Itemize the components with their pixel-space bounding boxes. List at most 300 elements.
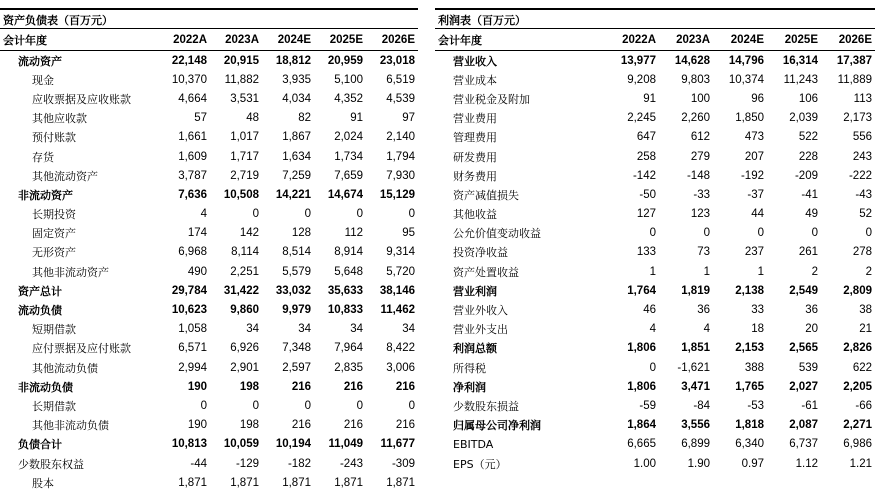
row-value: 2,153 [735, 342, 764, 355]
row-value: 6,340 [735, 438, 764, 451]
row-value: 7,930 [386, 169, 415, 182]
row-value: 1.12 [795, 457, 818, 470]
row-value: 2,245 [627, 112, 656, 125]
row-value: 2,140 [386, 131, 415, 144]
table-row [0, 128, 418, 147]
row-value: 36 [805, 304, 818, 317]
row-label: EBITDA [453, 437, 494, 451]
row-value: 112 [344, 227, 363, 240]
table-row [435, 339, 875, 358]
row-label: 营业成本 [453, 73, 497, 87]
row-label: 长期借款 [32, 399, 76, 413]
row-value: 82 [298, 112, 311, 125]
row-value: 0 [252, 208, 259, 221]
column-header-year: 2026E [821, 29, 875, 51]
row-value: 0 [811, 227, 818, 240]
row-label: 短期借款 [32, 323, 76, 337]
table-row [0, 454, 418, 473]
row-value: 10,194 [275, 438, 311, 451]
row-value: 2,173 [843, 112, 872, 125]
row-value: -61 [801, 399, 818, 412]
row-value: 2,597 [282, 361, 311, 374]
row-value: 3,787 [178, 169, 207, 182]
row-value: 44 [751, 208, 764, 221]
row-value: 216 [291, 380, 311, 393]
row-value: 2,205 [843, 380, 872, 393]
balance-sheet-body [0, 51, 418, 493]
row-value: 5,720 [386, 265, 415, 278]
row-value: 2,251 [230, 265, 259, 278]
table-row [435, 416, 875, 435]
row-value: -209 [794, 169, 818, 182]
row-label: 财务费用 [453, 169, 497, 183]
table-row [0, 377, 418, 396]
table-row [0, 396, 418, 415]
row-value: 3,556 [681, 419, 710, 432]
row-value: 5,100 [334, 73, 363, 86]
row-value: 4 [200, 208, 207, 221]
row-value: 258 [636, 150, 656, 163]
row-value: 10,370 [171, 73, 207, 86]
row-value: 7,636 [178, 188, 207, 201]
row-value: 11,243 [783, 73, 818, 86]
table-row [0, 435, 418, 454]
row-value: 14,628 [674, 54, 710, 67]
row-value: 15,129 [379, 188, 415, 201]
row-value: -222 [848, 169, 872, 182]
row-value: 31,422 [223, 284, 259, 297]
row-value: 522 [798, 131, 818, 144]
row-value: 0 [649, 227, 656, 240]
row-value: 46 [643, 304, 656, 317]
income-statement-title: 利润表（百万元） [435, 8, 875, 29]
row-value: 14,674 [327, 188, 363, 201]
row-value: 1,851 [681, 342, 710, 355]
row-value: 2,565 [789, 342, 818, 355]
table-row [435, 147, 875, 166]
row-label: 流动资产 [18, 54, 62, 68]
row-label: 应收票据及应收账款 [32, 92, 131, 106]
row-value: 1,871 [386, 476, 415, 489]
row-value: 1,806 [627, 342, 656, 355]
row-value: 34 [350, 323, 363, 336]
row-value: 4,352 [334, 92, 363, 105]
row-value: 16,314 [782, 54, 818, 67]
row-value: 38,146 [379, 284, 415, 297]
row-value: 1,661 [178, 131, 207, 144]
row-value: 23,018 [379, 54, 415, 67]
row-value: -192 [740, 169, 764, 182]
row-value: 2,835 [334, 361, 363, 374]
table-row [435, 300, 875, 319]
row-value: 8,422 [386, 342, 415, 355]
row-label: 营业利润 [453, 284, 497, 298]
row-value: 1,871 [178, 476, 207, 489]
row-value: 1,864 [627, 419, 656, 432]
income-statement-table [435, 29, 875, 473]
row-value: 190 [187, 380, 207, 393]
table-header-row [0, 29, 418, 51]
table-header-row [435, 29, 875, 51]
row-value: 17,387 [836, 54, 872, 67]
table-row [0, 339, 418, 358]
row-value: 11,882 [224, 73, 259, 86]
row-value: 0 [865, 227, 872, 240]
row-value: 4,539 [386, 92, 415, 105]
row-value: 2,901 [230, 361, 259, 374]
table-row [435, 205, 875, 224]
row-value: 539 [798, 361, 818, 374]
row-value: -148 [686, 169, 710, 182]
table-row [0, 166, 418, 185]
row-value: 216 [343, 380, 363, 393]
row-value: 96 [751, 92, 764, 105]
row-value: 14,796 [728, 54, 764, 67]
row-value: 1,867 [282, 131, 311, 144]
row-label: 其他非流动资产 [32, 265, 109, 279]
row-label: 利润总额 [453, 342, 497, 356]
row-value: 10,833 [327, 304, 363, 317]
row-value: 0 [200, 399, 207, 412]
table-row [435, 70, 875, 89]
column-header-year: 2023A [659, 29, 713, 51]
row-value: 556 [852, 131, 872, 144]
table-row [435, 435, 875, 454]
row-label: 其他流动负债 [32, 361, 98, 375]
row-value: 128 [291, 227, 311, 240]
column-header-year: 2024E [713, 29, 767, 51]
row-value: 9,803 [681, 73, 710, 86]
row-value: 14,221 [275, 188, 311, 201]
row-value: 3,531 [230, 92, 259, 105]
table-row [0, 243, 418, 262]
table-row [0, 416, 418, 435]
row-value: 1,764 [627, 284, 656, 297]
column-header-year: 2024E [262, 29, 314, 51]
row-value: 0 [408, 208, 415, 221]
row-label: 现金 [32, 73, 54, 87]
row-value: 1,871 [334, 476, 363, 489]
row-label: 管理费用 [453, 131, 497, 145]
row-value: 9,314 [386, 246, 415, 259]
row-value: 22,148 [171, 54, 207, 67]
table-row [0, 89, 418, 108]
row-value: 0 [356, 208, 363, 221]
row-value: 1,819 [681, 284, 710, 297]
table-row [0, 70, 418, 89]
table-row [0, 473, 418, 492]
row-value: 174 [187, 227, 207, 240]
row-value: 1.90 [687, 457, 710, 470]
row-label: 流动负债 [18, 304, 62, 318]
row-value: 1,765 [735, 380, 764, 393]
column-header-year: 2022A [605, 29, 659, 51]
row-value: 133 [636, 246, 656, 259]
row-label: 长期投资 [32, 208, 76, 222]
row-value: 18,812 [275, 54, 311, 67]
row-value: 18 [751, 323, 764, 336]
row-value: 216 [343, 419, 363, 432]
table-row [435, 396, 875, 415]
table-row [0, 109, 418, 128]
row-value: 97 [402, 112, 415, 125]
table-row [0, 51, 418, 71]
row-value: 1 [757, 265, 764, 278]
row-value: 34 [298, 323, 311, 336]
row-value: 113 [853, 92, 872, 105]
row-value: 142 [239, 227, 259, 240]
column-header-year: 2026E [366, 29, 418, 51]
row-value: 388 [744, 361, 764, 374]
row-value: 228 [798, 150, 818, 163]
row-value: 1,818 [735, 419, 764, 432]
row-value: 5,648 [334, 265, 363, 278]
row-value: 0 [703, 227, 710, 240]
row-value: 0 [252, 399, 259, 412]
row-value: 1,794 [386, 150, 415, 163]
row-value: 612 [690, 131, 710, 144]
table-row [0, 147, 418, 166]
row-value: -44 [190, 457, 207, 470]
row-value: -142 [632, 169, 656, 182]
row-value: 7,259 [282, 169, 311, 182]
column-header-label: 会计年度 [435, 29, 605, 51]
table-row [435, 128, 875, 147]
table-row [0, 224, 418, 243]
row-value: 10,623 [171, 304, 207, 317]
income-statement-panel [435, 0, 875, 473]
row-value: 261 [798, 246, 818, 259]
row-value: 207 [744, 150, 764, 163]
row-value: 2,024 [334, 131, 363, 144]
row-label: 固定资产 [32, 227, 76, 241]
row-label: 其他非流动负债 [32, 419, 109, 433]
row-label: 存货 [32, 150, 54, 164]
row-value: -243 [339, 457, 363, 470]
row-value: 100 [690, 92, 710, 105]
row-value: 3,935 [282, 73, 311, 86]
row-value: 2,027 [789, 380, 818, 393]
row-label: 归属母公司净利润 [453, 419, 541, 433]
table-row [435, 109, 875, 128]
row-label: 股本 [32, 476, 54, 490]
row-value: -37 [747, 188, 764, 201]
row-value: -43 [855, 188, 872, 201]
table-row [435, 262, 875, 281]
row-value: 20,959 [327, 54, 363, 67]
row-value: 490 [187, 265, 207, 278]
row-value: 3,006 [386, 361, 415, 374]
column-header-year: 2025E [314, 29, 366, 51]
row-value: 11,049 [328, 438, 363, 451]
row-value: 0 [304, 208, 311, 221]
row-label: 营业收入 [453, 54, 497, 68]
table-row [435, 166, 875, 185]
row-value: 20 [805, 323, 818, 336]
row-value: 9,860 [230, 304, 259, 317]
row-value: 216 [291, 419, 311, 432]
row-value: 6,986 [843, 438, 872, 451]
row-value: 7,964 [334, 342, 363, 355]
row-label: 非流动资产 [18, 188, 73, 202]
row-value: 34 [402, 323, 415, 336]
row-label: 应付票据及应付账款 [32, 342, 131, 356]
row-value: 2,039 [789, 112, 818, 125]
row-value: 10,059 [223, 438, 259, 451]
row-value: 2,087 [789, 419, 818, 432]
row-value: 2,138 [735, 284, 764, 297]
row-value: 6,571 [178, 342, 207, 355]
row-label: 少数股东损益 [453, 399, 519, 413]
table-row [0, 205, 418, 224]
row-value: 8,114 [231, 246, 259, 259]
row-value: 2 [811, 265, 818, 278]
column-header-year: 2022A [158, 29, 210, 51]
row-value: 127 [636, 208, 656, 221]
row-value: 198 [239, 380, 259, 393]
column-header-year: 2025E [767, 29, 821, 51]
row-value: -53 [747, 399, 764, 412]
row-value: 6,665 [627, 438, 656, 451]
row-label: 资产处置收益 [453, 265, 519, 279]
row-value: 34 [246, 323, 259, 336]
row-value: 1.00 [633, 457, 656, 470]
row-value: 11,462 [380, 304, 415, 317]
row-value: -129 [235, 457, 259, 470]
row-label: 营业费用 [453, 112, 497, 126]
row-value: 11,677 [380, 438, 415, 451]
row-label: 投资净收益 [453, 246, 508, 260]
row-value: 0 [304, 399, 311, 412]
row-value: 0 [757, 227, 764, 240]
row-label: 其他应收款 [32, 112, 87, 126]
row-value: 123 [690, 208, 710, 221]
row-value: 48 [246, 112, 259, 125]
row-value: 473 [744, 131, 764, 144]
row-label: 无形资产 [32, 246, 76, 260]
row-value: -309 [391, 457, 415, 470]
table-row [435, 243, 875, 262]
row-value: 190 [187, 419, 207, 432]
table-row [435, 320, 875, 339]
balance-sheet-panel [0, 0, 418, 492]
row-value: 2 [865, 265, 872, 278]
row-value: 10,374 [728, 73, 764, 86]
table-row [435, 281, 875, 300]
table-row [435, 185, 875, 204]
row-value: 11,889 [837, 73, 872, 86]
row-value: 243 [852, 150, 872, 163]
row-value: 1,017 [230, 131, 259, 144]
row-value: 8,914 [334, 246, 363, 259]
row-value: 10,813 [171, 438, 207, 451]
row-value: -84 [693, 399, 710, 412]
table-row [0, 262, 418, 281]
row-label: 资产减值损失 [453, 188, 519, 202]
row-value: 2,719 [230, 169, 259, 182]
row-value: 9,208 [627, 73, 656, 86]
row-label: 非流动负债 [18, 380, 73, 394]
row-value: 7,348 [282, 342, 311, 355]
row-value: 10,508 [223, 188, 259, 201]
row-label: 公允价值变动收益 [453, 227, 541, 241]
row-value: 0 [649, 361, 656, 374]
row-value: 4 [703, 323, 710, 336]
row-value: 13,977 [620, 54, 656, 67]
row-value: 1 [703, 265, 710, 278]
table-row [435, 89, 875, 108]
row-value: 1,850 [735, 112, 764, 125]
table-row [435, 224, 875, 243]
row-value: 5,579 [282, 265, 311, 278]
row-value: 1,871 [230, 476, 259, 489]
row-label: 负债合计 [18, 438, 62, 452]
row-value: 2,549 [789, 284, 818, 297]
table-row [0, 300, 418, 319]
row-value: 4,664 [178, 92, 207, 105]
row-label: 营业外支出 [453, 323, 508, 337]
row-label: 预付账款 [32, 131, 76, 145]
row-value: -33 [693, 188, 710, 201]
row-value: 1 [649, 265, 656, 278]
row-value: 91 [643, 92, 656, 105]
row-value: 1,806 [627, 380, 656, 393]
column-header-year: 2023A [210, 29, 262, 51]
row-value: 198 [239, 419, 259, 432]
row-value: 52 [859, 208, 872, 221]
balance-sheet-title: 资产负债表（百万元） [0, 8, 418, 29]
table-row [0, 358, 418, 377]
row-value: 216 [395, 380, 415, 393]
row-value: 2,809 [843, 284, 872, 297]
row-value: 91 [350, 112, 363, 125]
row-value: 8,514 [282, 246, 311, 259]
row-value: 33 [751, 304, 764, 317]
income-statement-body [435, 51, 875, 474]
row-value: -59 [639, 399, 656, 412]
row-value: 2,271 [843, 419, 872, 432]
row-label: 净利润 [453, 380, 486, 394]
row-value: 57 [194, 112, 207, 125]
row-value: -66 [855, 399, 872, 412]
row-value: 0 [408, 399, 415, 412]
row-value: 1,634 [282, 150, 311, 163]
row-value: 106 [798, 92, 818, 105]
row-value: 1,058 [178, 323, 207, 336]
row-value: 4,034 [282, 92, 311, 105]
row-value: 21 [859, 323, 872, 336]
row-label: EPS（元） [453, 457, 507, 471]
row-value: 33,032 [275, 284, 311, 297]
row-value: 6,899 [681, 438, 710, 451]
table-row [0, 281, 418, 300]
table-row [0, 320, 418, 339]
row-value: 1,717 [230, 150, 259, 163]
row-value: 0.97 [741, 457, 764, 470]
row-value: 73 [697, 246, 710, 259]
row-value: 278 [852, 246, 872, 259]
table-row [435, 358, 875, 377]
row-value: 0 [356, 399, 363, 412]
row-value: 3,471 [681, 380, 710, 393]
row-value: 6,737 [789, 438, 818, 451]
row-label: 其他收益 [453, 208, 497, 222]
row-value: 622 [852, 361, 872, 374]
row-value: 1,734 [334, 150, 363, 163]
balance-sheet-table [0, 29, 418, 492]
row-value: 38 [859, 304, 872, 317]
table-row [435, 377, 875, 396]
